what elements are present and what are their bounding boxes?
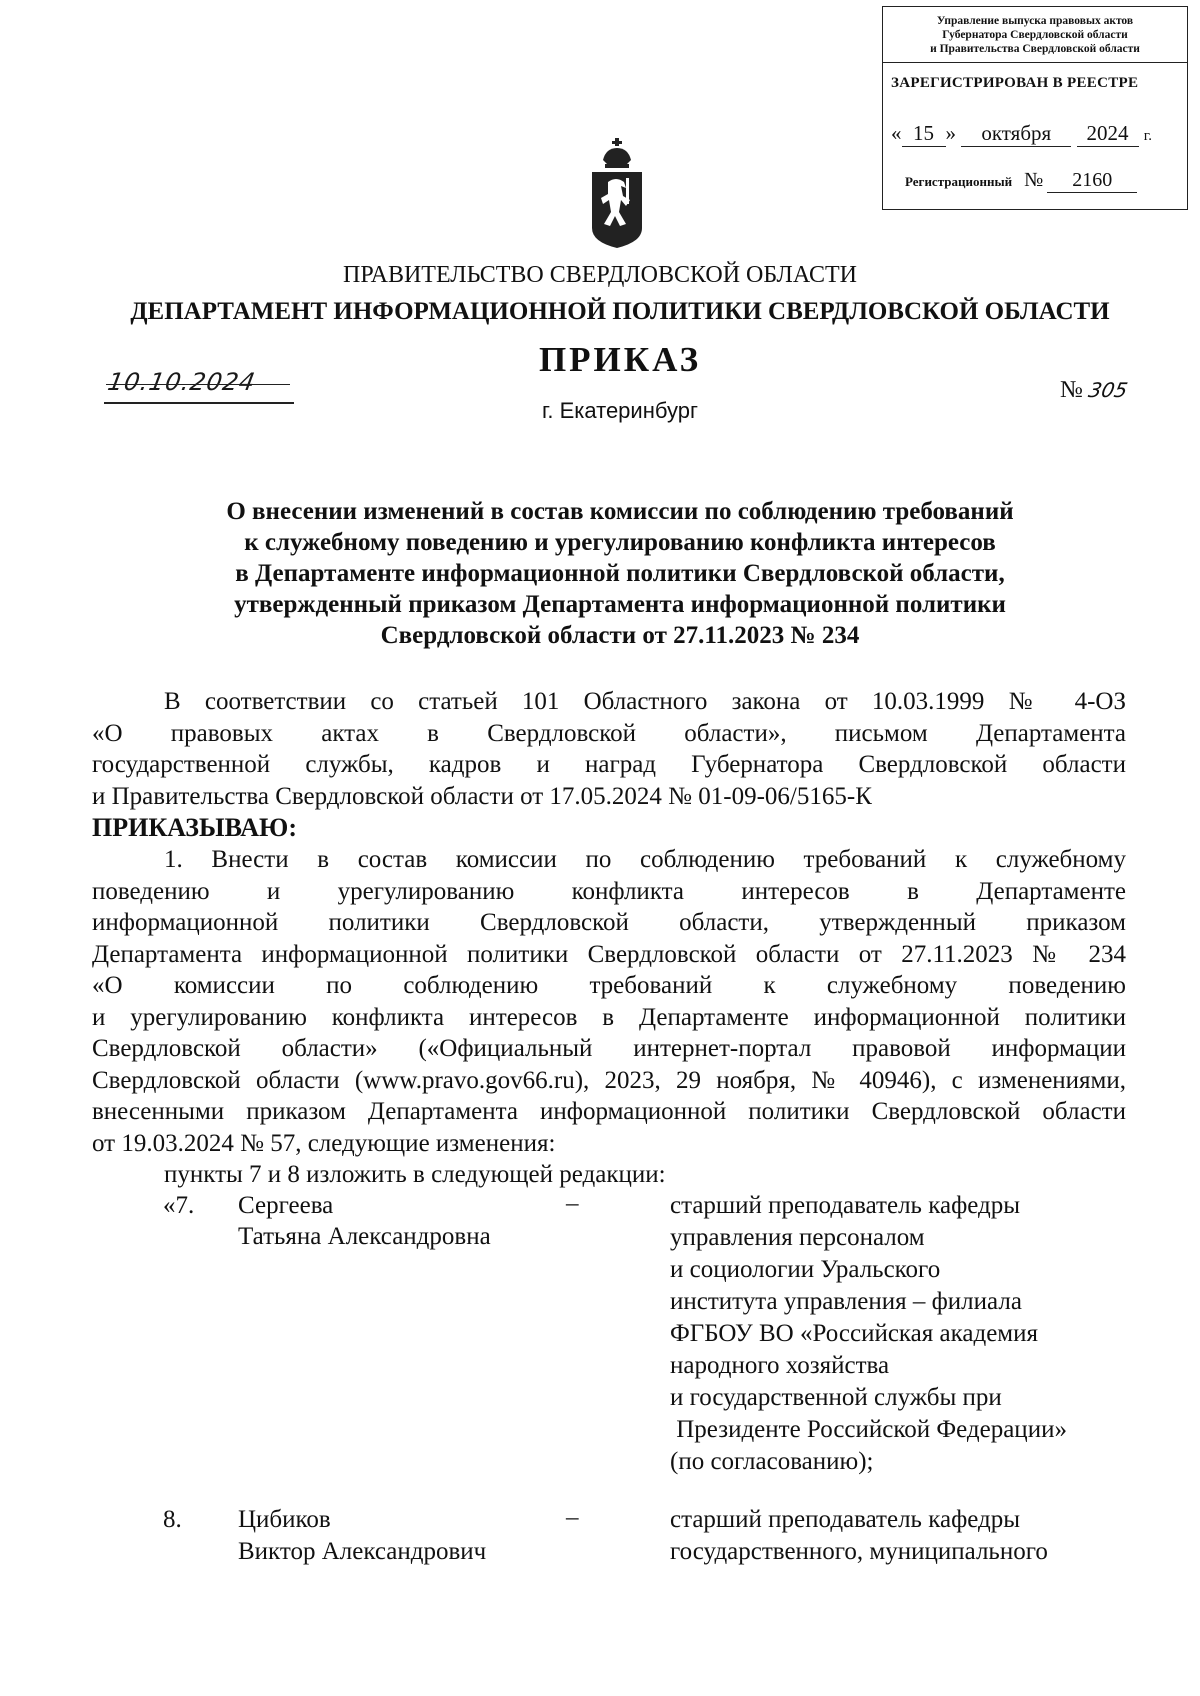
position-line: народного хозяйства	[670, 1352, 890, 1379]
city: г. Екатеринбург	[542, 398, 698, 423]
item-1-subline: пункты 7 и 8 изложить в следующей редакции:	[164, 1161, 666, 1188]
stamp-no-sign: №	[1024, 169, 1044, 191]
date-strike-line	[106, 384, 290, 385]
title-line: Свердловской области от 27.11.2023 № 234	[380, 622, 860, 649]
title-line: утвержденный приказом Департамента информационной политики	[234, 591, 1006, 618]
stamp-header-line: и Правительства Свердловской области	[930, 43, 1140, 55]
item-1-line: внесенными приказом Департамента информационной политики Свердловской области	[92, 1098, 1126, 1125]
member-8-surname: Цибиков	[238, 1506, 331, 1533]
handwritten-date-text: 10.10.2024	[105, 368, 258, 396]
title-line: в Департаменте информационной политики Свердловской области,	[235, 560, 1005, 587]
stamp-day: 15	[902, 121, 946, 147]
order-word: ПРИКАЗЫВАЮ:	[92, 813, 297, 842]
item-1-line: от 19.03.2024 № 57, следующие изменения:	[92, 1129, 556, 1157]
document-title	[120, 496, 1120, 651]
item-1-line: поведению и урегулированию конфликта интересов в Департаменте	[92, 877, 1126, 905]
member-8-number: 8.	[163, 1506, 182, 1533]
item-1-line: 1. Внести в состав комиссии по соблюдению требований к служебному	[164, 846, 1126, 873]
position-line: государственного, муниципального	[670, 1538, 1048, 1565]
preamble-line: «О правовых актах в Свердловской области», письмом Департамента	[92, 719, 1126, 747]
stamp-date: « 15 » октября 2024 г.	[891, 121, 1152, 145]
stamp-reg-number: 2160	[1047, 169, 1137, 193]
preamble-line: государственной службы, кадров и наград Губернатора Свердловской области	[92, 751, 1126, 778]
government-heading: ПРАВИТЕЛЬСТВО СВЕРДЛОВСКОЙ ОБЛАСТИ	[343, 262, 857, 288]
item-1	[92, 844, 1126, 1191]
stamp-year-suffix: г.	[1143, 128, 1152, 144]
stamp-header-line: Управление выпуска правовых актов	[936, 15, 1134, 27]
position-line: управления персоналом	[670, 1224, 925, 1251]
number-sign: №	[1060, 377, 1083, 403]
stamp-year: 2024	[1077, 121, 1139, 147]
item-1-line: Департамента информационной политики Свердловской области от 27.11.2023 № 234	[92, 940, 1126, 968]
member-8-position	[670, 1504, 1048, 1568]
stamp-reg-label: Регистрационный	[905, 174, 1013, 189]
member-8-name: Виктор Александрович	[238, 1538, 487, 1565]
item-1-line: Свердловской области» («Официальный интернет-портал правовой информации	[92, 1035, 1126, 1062]
position-line: старший преподаватель кафедры	[670, 1506, 1021, 1533]
position-line: (по согласованию);	[670, 1448, 874, 1475]
item-1-line: «О комиссии по соблюдению требований к служебному поведению	[92, 972, 1126, 999]
stamp-registered-label: ЗАРЕГИСТРИРОВАН В РЕЕСТРЕ	[891, 75, 1139, 91]
position-line: и социологии Уральского	[670, 1256, 941, 1283]
stamp-header-line: Губернатора Свердловской области	[942, 29, 1128, 41]
handwritten-number: 305	[1086, 378, 1130, 402]
position-line: ФГБОУ ВО «Российская академия	[670, 1320, 1039, 1347]
coat-of-arms-emblem	[586, 138, 648, 250]
position-line: и государственной службы при	[670, 1384, 1002, 1411]
item-1-line: информационной политики Свердловской области, утвержденный приказом	[92, 909, 1126, 936]
member-7-number: «7.	[163, 1192, 195, 1219]
position-line: института управления – филиала	[670, 1288, 1022, 1315]
member-7-name: Татьяна Александровна	[238, 1223, 491, 1250]
stamp-month: октября	[961, 121, 1071, 147]
position-line: Президенте Российской Федерации»	[670, 1416, 1067, 1443]
title-line: О внесении изменений в состав комиссии по соблюдению требований	[226, 498, 1014, 525]
member-7-dash: –	[566, 1190, 579, 1217]
stamp-registration-number	[905, 169, 1137, 193]
registration-stamp	[882, 6, 1188, 210]
member-8-dash: –	[566, 1504, 579, 1531]
preamble-line: В соответствии со статьей 101 Областного закона от 10.03.1999 № 4-ОЗ	[164, 688, 1126, 715]
document-type: ПРИКАЗ	[538, 340, 702, 379]
stamp-header	[883, 7, 1187, 63]
member-7-surname: Сергеева	[238, 1192, 334, 1219]
department-heading: ДЕПАРТАМЕНТ ИНФОРМАЦИОННОЙ ПОЛИТИКИ СВЕРДЛОВСКОЙ ОБЛАСТИ	[130, 298, 1110, 325]
item-1-line: и урегулированию конфликта интересов в Департаменте информационной политики	[92, 1003, 1126, 1031]
preamble	[92, 686, 1126, 844]
preamble-line: и Правительства Свердловской области от 17.05.2024 № 01-09-06/5165-К	[92, 782, 872, 810]
title-line: к служебному поведению и урегулированию конфликта интересов	[244, 529, 996, 556]
member-7-position	[670, 1190, 1067, 1478]
position-line: старший преподаватель кафедры	[670, 1192, 1021, 1219]
item-1-line: Свердловской области (www.pravo.gov66.ru), 2023, 29 ноября, № 40946), с изменениями,	[92, 1066, 1126, 1094]
